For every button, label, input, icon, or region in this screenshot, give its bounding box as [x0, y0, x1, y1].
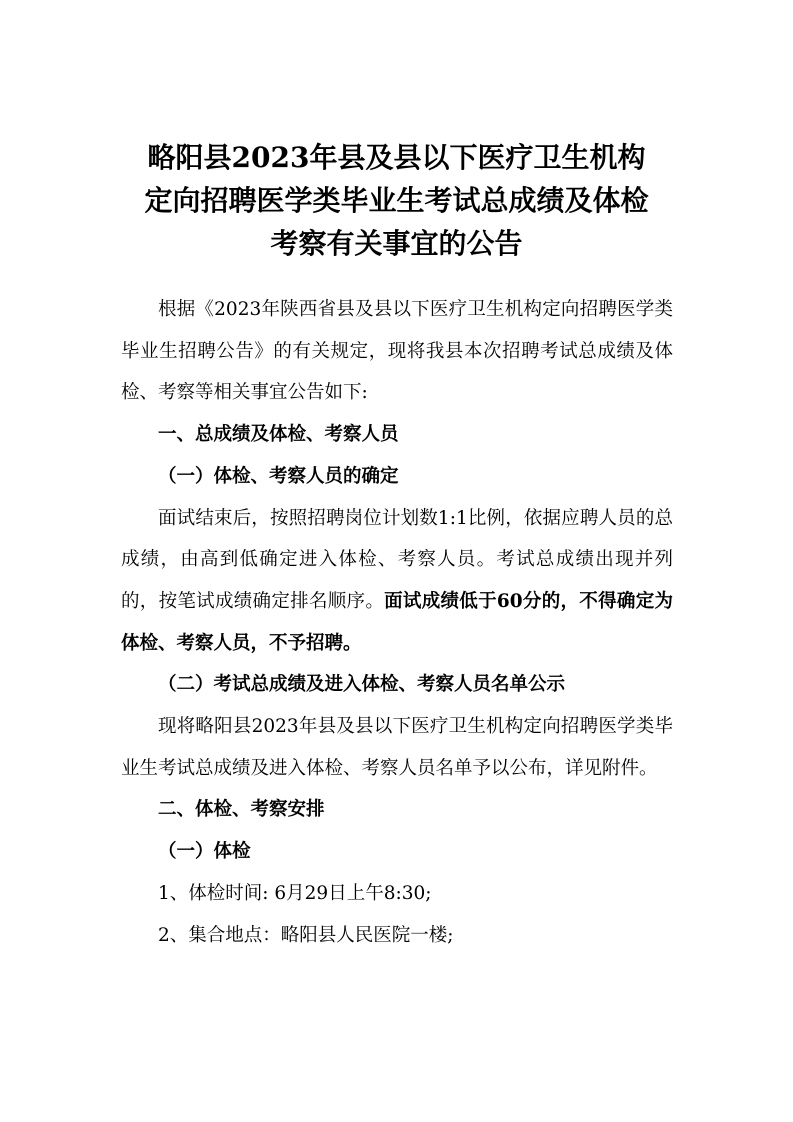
section-2-sub-1-heading: （一）体检	[158, 841, 251, 863]
section-1-heading: 一、总成绩及体检、考察人员	[158, 424, 399, 446]
section-2-heading: 二、体检、考察安排	[158, 799, 325, 821]
section-1-sub-1-heading: （一）体检、考察人员的确定	[158, 465, 399, 487]
section-1-sub-2-heading: （二）考试总成绩及进入体检、考察人员名单公示	[158, 674, 566, 696]
intro-paragraph: 根据《2023年陕西省县及县以下医疗卫生机构定向招聘医学类毕业生招聘公告》的有关规定，现将我县本次招聘考试总成绩及体检、考察等相关事宜公告如下:	[121, 299, 673, 404]
title-line-2: 定向招聘医学类毕业生考试总成绩及体检	[144, 184, 649, 217]
section-1-sub-1-bold-text: 面试成绩低于60分的，不得确定为体检、考察人员，不予招聘。	[121, 590, 673, 654]
title-line-3: 考察有关事宜的公告	[270, 227, 523, 260]
list-item: 2、集合地点：略阳县人民医院一楼;	[158, 924, 454, 946]
title-line-1: 略阳县2023年县及县以下医疗卫生机构	[147, 141, 646, 174]
list-item: 1、体检时间: 6月29日上午8:30;	[158, 882, 432, 904]
section-1-sub-1-paragraph	[121, 498, 673, 665]
document-body	[121, 289, 673, 956]
document-title	[110, 136, 683, 265]
section-1-sub-1-text: 面试结束后，按照招聘岗位计划数1:1比例，依据应聘人员的总成绩，由高到低确定进入体检、考察人员。考试总成绩出现并列的，按笔试成绩确定排名顺序。	[121, 507, 673, 612]
section-1-sub-2-paragraph: 现将略阳县2023年县及县以下医疗卫生机构定向招聘医学类毕业生考试总成绩及进入体检、考察人员名单予以公布，详见附件。	[121, 716, 673, 779]
